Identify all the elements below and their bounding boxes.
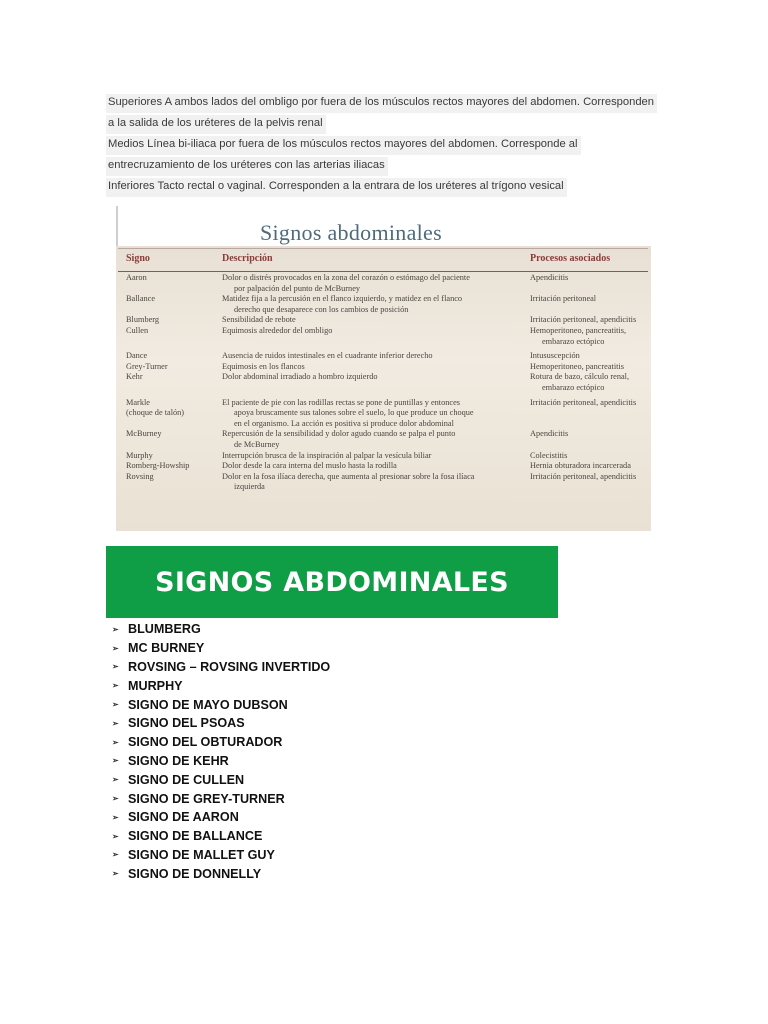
cell-signo-line: Dance	[126, 351, 148, 361]
cell-signo	[126, 326, 221, 337]
cell-procesos-line: Irritación peritoneal	[530, 294, 597, 304]
header-descripcion: Descripción	[222, 253, 273, 264]
list-item-label: SIGNO DEL OBTURADOR	[128, 735, 283, 750]
cell-descripcion-line: Ausencia de ruidos intestinales en el cuadrante inferior derecho	[222, 351, 433, 361]
cell-procesos-line: Irritación peritoneal, apendicitis	[530, 471, 637, 481]
list-item-label: SIGNO DE MALLET GUY	[128, 847, 275, 862]
arrow-bullet-icon: ➢	[112, 831, 119, 841]
table-row	[118, 326, 648, 347]
table-row	[118, 429, 648, 450]
cell-descripcion	[222, 326, 522, 337]
cell-descripcion-line: derecho que desaparece con los cambios de posición	[234, 304, 409, 314]
cell-descripcion-line: apoya bruscamente sus talones sobre el suelo, lo que produce un choque	[234, 408, 474, 418]
cell-signo-line: McBurney	[126, 429, 162, 439]
arrow-bullet-icon: ➢	[112, 737, 119, 747]
cell-procesos	[530, 472, 650, 483]
list-item	[112, 789, 330, 808]
arrow-bullet-icon: ➢	[112, 624, 119, 634]
cell-signo-line: Aaron	[126, 273, 147, 282]
cell-descripcion	[222, 294, 522, 315]
cell-signo	[126, 461, 221, 472]
list-item-label: SIGNO DE KEHR	[128, 753, 229, 768]
signos-banner	[106, 546, 558, 618]
cell-procesos-line: Intususcepción	[530, 351, 580, 361]
intro-paragraph	[106, 92, 666, 197]
cell-procesos	[530, 273, 650, 284]
cell-signo	[126, 451, 221, 462]
list-item	[112, 639, 330, 658]
table-row	[118, 461, 648, 472]
cell-descripcion	[222, 461, 522, 472]
arrow-bullet-icon: ➢	[112, 681, 119, 691]
list-item	[112, 752, 330, 771]
cell-signo-line: Romberg-Howship	[126, 461, 190, 471]
cell-descripcion-line: Sensibilidad de rebote	[222, 315, 296, 325]
cell-descripcion-line: en el organismo. La acción es positiva si produce dolor abdominal	[234, 418, 454, 428]
cell-procesos-line: Hemoperitoneo, pancreatitis	[530, 361, 624, 371]
cell-signo-line: Murphy	[126, 450, 153, 460]
list-item	[112, 658, 330, 677]
cell-signo	[126, 351, 221, 362]
cell-procesos	[530, 326, 650, 347]
cell-descripcion-line: Matidez fija a la percusión en el flanco izquierdo, y matidez en el flanco	[222, 294, 463, 304]
cell-signo-line: Cullen	[126, 325, 149, 335]
cell-descripcion	[222, 372, 522, 383]
cell-signo	[126, 472, 221, 483]
cell-descripcion-line: Equimosis en los flancos	[222, 361, 305, 371]
cell-descripcion-line: por palpación del punto de McBurney	[234, 283, 361, 293]
list-item	[112, 827, 330, 846]
cell-descripcion	[222, 362, 522, 373]
cell-descripcion-line: Dolor en la fosa ilíaca derecha, que aumenta al presionar sobre la fosa ilíaca	[222, 471, 475, 481]
table-body	[118, 273, 648, 493]
intro-line: Inferiores Tacto rectal o vaginal. Corresponden a la entrara de los uréteres al trígono vesical	[106, 178, 567, 197]
cell-descripcion	[222, 351, 522, 362]
table-header	[118, 248, 648, 272]
list-item-label: SIGNO DEL PSOAS	[128, 716, 245, 731]
cell-descripcion-line: Interrupción brusca de la inspiración al palpar la vesícula biliar	[222, 450, 432, 460]
cell-descripcion	[222, 429, 522, 450]
cell-descripcion	[222, 472, 522, 493]
intro-line: Superiores A ambos lados del ombligo por fuera de los músculos rectos mayores del abdomen. Corresponden	[106, 94, 657, 113]
table-row	[118, 273, 648, 294]
cell-procesos	[530, 372, 650, 393]
intro-line: entrecruzamiento de los uréteres con las arterias iliacas	[106, 157, 388, 176]
cell-descripcion-line: izquierda	[234, 482, 265, 492]
cell-descripcion-line: de McBurney	[234, 439, 280, 449]
cell-procesos	[530, 315, 650, 326]
cell-descripcion-line: Dolor abdominal irradiado a hombro izquierdo	[222, 372, 378, 382]
list-item-label: SIGNO DE BALLANCE	[128, 829, 263, 844]
list-item-label: SIGNO DE GREY-TURNER	[128, 791, 285, 806]
arrow-bullet-icon: ➢	[112, 775, 119, 785]
cell-signo	[126, 294, 221, 305]
cell-descripcion-line: Equimosis alrededor del ombligo	[222, 325, 333, 335]
table-row	[118, 294, 648, 315]
cell-signo-line: Ballance	[126, 294, 156, 304]
cell-signo	[126, 372, 221, 383]
table-row	[118, 315, 648, 326]
arrow-bullet-icon: ➢	[112, 812, 119, 822]
header-signo: Signo	[126, 253, 150, 264]
cell-procesos	[530, 398, 650, 409]
cell-signo	[126, 273, 221, 284]
list-item	[112, 620, 330, 639]
cell-procesos	[530, 461, 650, 472]
arrow-bullet-icon: ➢	[112, 794, 119, 804]
cell-procesos-line: Apendicitis	[530, 273, 569, 282]
header-procesos: Procesos asociados	[530, 253, 611, 264]
cell-signo-line: Markle	[126, 397, 150, 407]
table-row	[118, 351, 648, 362]
cell-procesos-line: embarazo ectópico	[542, 382, 605, 392]
cell-procesos-line: Hemoperitoneo, pancreatitis,	[530, 325, 627, 335]
list-item	[112, 676, 330, 695]
cell-signo	[126, 362, 221, 373]
table-row	[118, 472, 648, 493]
cell-procesos-line: Rotura de bazo, cálculo renal,	[530, 372, 630, 382]
cell-descripcion-line: El paciente de pie con las rodillas rectas se pone de puntillas y entonces	[222, 397, 460, 407]
table-title: Signos abdominales	[259, 220, 442, 245]
list-item	[112, 808, 330, 827]
list-item	[112, 864, 330, 883]
arrow-bullet-icon: ➢	[112, 869, 119, 879]
cell-descripcion-line: Dolor desde la cara interna del muslo hasta la rodilla	[222, 461, 397, 471]
arrow-bullet-icon: ➢	[112, 700, 119, 710]
cell-descripcion-line: Repercusión de la sensibilidad y dolor agudo cuando se palpa el punto	[222, 429, 456, 439]
table-row	[118, 451, 648, 462]
cell-procesos-line: embarazo ectópico	[542, 336, 605, 346]
arrow-bullet-icon: ➢	[112, 850, 119, 860]
cell-procesos	[530, 429, 650, 440]
list-item-label: BLUMBERG	[128, 622, 201, 637]
signs-list	[112, 620, 330, 883]
cell-procesos-line: Colecistitis	[530, 450, 568, 460]
cell-descripcion	[222, 315, 522, 326]
cell-descripcion	[222, 273, 522, 294]
cell-descripcion-line: Dolor o distrés provocados en la zona del corazón o estómago del paciente	[222, 273, 470, 282]
cell-procesos-line: Irritación peritoneal, apendicitis	[530, 315, 637, 325]
intro-line: Medios Línea bi-iliaca por fuera de los músculos rectos mayores del abdomen. Corresponde al	[106, 136, 581, 155]
list-item-label: SIGNO DE AARON	[128, 810, 239, 825]
list-item	[112, 733, 330, 752]
list-item-label: ROVSING – ROVSING INVERTIDO	[128, 659, 331, 674]
cell-descripcion	[222, 451, 522, 462]
arrow-bullet-icon: ➢	[112, 718, 119, 728]
arrow-bullet-icon: ➢	[112, 643, 119, 653]
cell-signo	[126, 429, 221, 440]
cell-signo-line: (choque de talón)	[126, 408, 185, 418]
list-item-label: SIGNO DE MAYO DUBSON	[128, 697, 288, 712]
cell-signo-line: Grey-Turner	[126, 361, 168, 371]
arrow-bullet-icon: ➢	[112, 662, 119, 672]
table-row	[118, 398, 648, 430]
cell-signo-line: Kehr	[126, 372, 143, 382]
cell-procesos-line: Hernia obturadora incarcerada	[530, 461, 631, 471]
list-item	[112, 695, 330, 714]
list-item-label: SIGNO DE DONNELLY	[128, 866, 262, 881]
cell-signo-line: Rovsing	[126, 471, 154, 481]
cell-signo	[126, 398, 221, 419]
table-row	[118, 372, 648, 393]
banner-title: SIGNOS ABDOMINALES	[155, 566, 509, 598]
list-item	[112, 714, 330, 733]
table-row	[118, 362, 648, 373]
list-item	[112, 846, 330, 865]
arrow-bullet-icon: ➢	[112, 756, 119, 766]
cell-signo-line: Blumberg	[126, 315, 160, 325]
cell-procesos	[530, 294, 650, 305]
cell-signo	[126, 315, 221, 326]
cell-procesos-line: Apendicitis	[530, 429, 569, 439]
cell-procesos	[530, 362, 650, 373]
signos-table-image	[116, 206, 651, 531]
cell-procesos	[530, 351, 650, 362]
list-item-label: MURPHY	[128, 678, 183, 693]
list-item-label: MC BURNEY	[128, 641, 205, 656]
cell-procesos	[530, 451, 650, 462]
cell-descripcion	[222, 398, 522, 430]
list-item-label: SIGNO DE CULLEN	[128, 772, 245, 787]
list-item	[112, 770, 330, 789]
intro-line: a la salida de los uréteres de la pelvis renal	[106, 115, 326, 134]
cell-procesos-line: Irritación peritoneal, apendicitis	[530, 397, 637, 407]
